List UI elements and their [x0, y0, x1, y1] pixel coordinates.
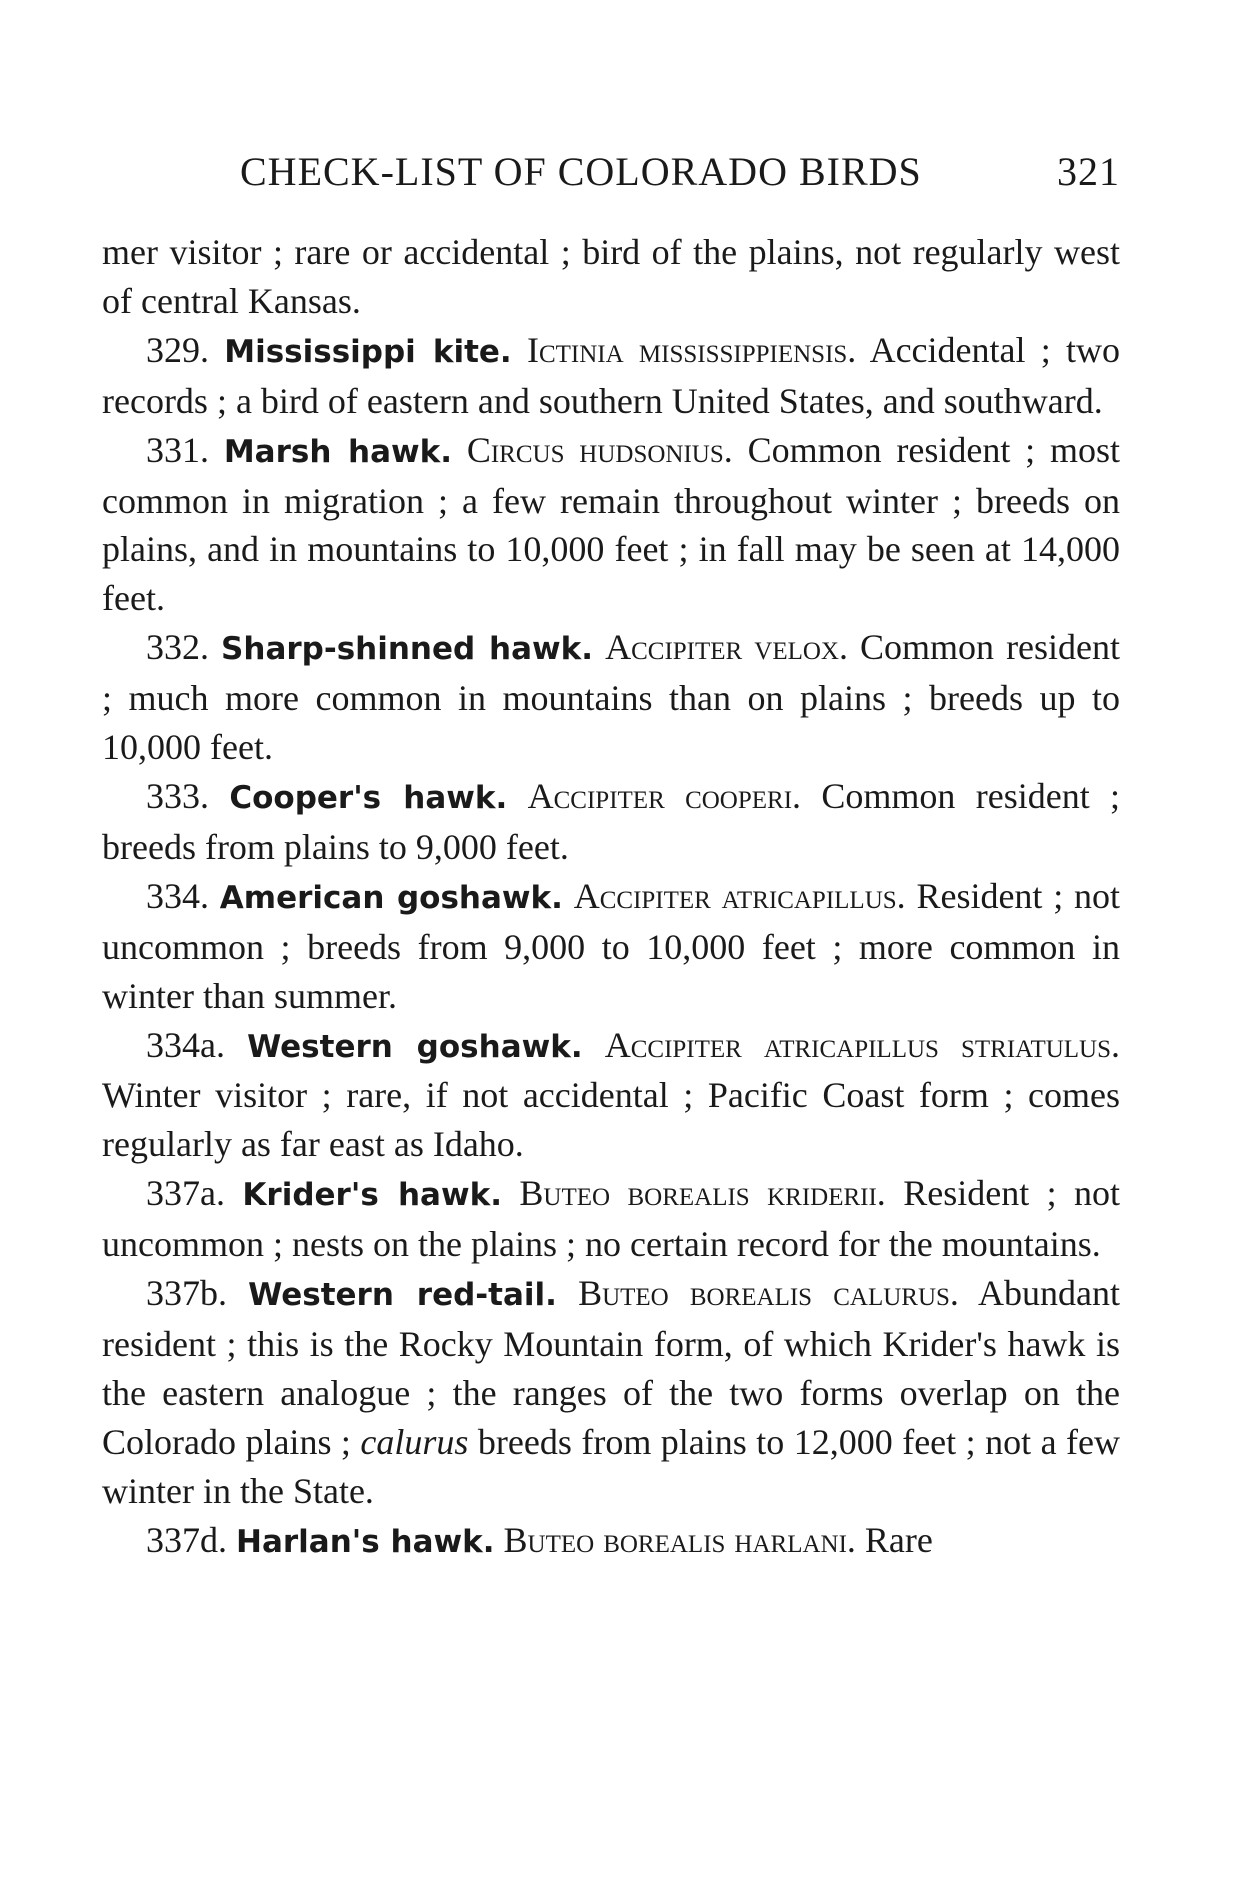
- scientific-name: Buteo borealis kriderii.: [519, 1173, 886, 1214]
- entry-text: Resident ; not uncommon ; breeds from 9,000 to 10,000 feet ; more common in winter than summer.: [102, 875, 1121, 1016]
- entry-text: Common resident ; breeds from plains to 9,000 feet.: [102, 775, 1121, 867]
- entry-number: 329.: [146, 329, 209, 370]
- entry-text: Winter visitor ; rare, if not accidental ; Pacific Coast form ; comes regularly as far east as Idaho.: [102, 1075, 1120, 1165]
- scientific-name: Ictinia mississippiensis.: [526, 329, 857, 370]
- entry-number: 333.: [146, 775, 209, 816]
- entry-337d: [102, 1516, 1120, 1567]
- entry-number: 331.: [146, 429, 209, 470]
- scientific-name: Accipiter velox.: [605, 627, 848, 668]
- common-name: Harlan's hawk.: [236, 1523, 495, 1560]
- common-name: Mississippi kite.: [224, 333, 512, 370]
- entry-337b: [102, 1269, 1120, 1516]
- entry-text: Common resident ; most common in migration ; a few remain throughout winter ; breeds on plains, and in mountains to 10,000 feet ; in fall may be seen at 14,000 feet.: [102, 429, 1120, 619]
- italic-subspecies: calurus: [360, 1421, 469, 1462]
- entry-number: 334a.: [146, 1024, 225, 1065]
- entry-text: Accidental ; two records ; a bird of eastern and southern United States, and southward.: [102, 329, 1120, 421]
- common-name: Marsh hawk.: [223, 433, 453, 470]
- entry-329: [102, 326, 1120, 426]
- common-name: Sharp-shinned hawk.: [221, 631, 594, 668]
- entry-text: Rare: [864, 1519, 933, 1560]
- entry-text-continued: breeds from plains to 12,000 feet ; not a few winter in the State.: [102, 1421, 1121, 1511]
- body-text: [102, 228, 1120, 1566]
- common-name: Cooper's hawk.: [229, 779, 508, 816]
- entry-334a: [102, 1021, 1120, 1170]
- scientific-name: Circus hudsonius.: [466, 429, 733, 470]
- common-name: Krider's hawk.: [242, 1177, 502, 1214]
- entry-334: [102, 872, 1120, 1021]
- entry-337a: [102, 1169, 1120, 1269]
- entry-number: 337d.: [146, 1519, 227, 1560]
- entry-333: [102, 772, 1120, 872]
- scientific-name: Accipiter cooperi.: [527, 775, 802, 816]
- entry-text: Abundant resident ; this is the Rocky Mountain form, of which Krider's hawk is the eastern analogue ; the ranges of the two forms overlap on the Colorado plains ;: [102, 1273, 1121, 1462]
- scientific-name: Buteo borealis harlani.: [503, 1519, 856, 1560]
- continuation-paragraph: mer visitor ; rare or accidental ; bird of the plains, not regularly west of central Kansas.: [102, 232, 1120, 321]
- entry-text: Resident ; not uncommon ; nests on the plains ; no certain record for the mountains.: [102, 1173, 1121, 1265]
- scientific-name: Buteo borealis calurus.: [578, 1273, 959, 1314]
- running-title: CHECK-LIST OF COLORADO BIRDS: [240, 149, 922, 194]
- entry-number: 332.: [146, 627, 209, 668]
- common-name: Western red-tail.: [248, 1277, 557, 1314]
- entry-332: [102, 623, 1120, 772]
- page-number: 321: [1057, 149, 1120, 194]
- scientific-name: Accipiter atricapillus.: [573, 875, 906, 916]
- running-header: [240, 148, 1120, 198]
- entry-331: [102, 426, 1120, 624]
- entry-number: 337a.: [146, 1173, 225, 1214]
- scientific-name: Accipiter atricapillus striatulus.: [604, 1024, 1121, 1065]
- entry-text: Common resident ; much more common in mountains than on plains ; breeds up to 10,000 feet.: [102, 627, 1121, 768]
- common-name: Western goshawk.: [247, 1028, 583, 1065]
- entry-number: 334.: [146, 875, 209, 916]
- entry-number: 337b.: [146, 1273, 227, 1314]
- common-name: American goshawk.: [219, 879, 563, 916]
